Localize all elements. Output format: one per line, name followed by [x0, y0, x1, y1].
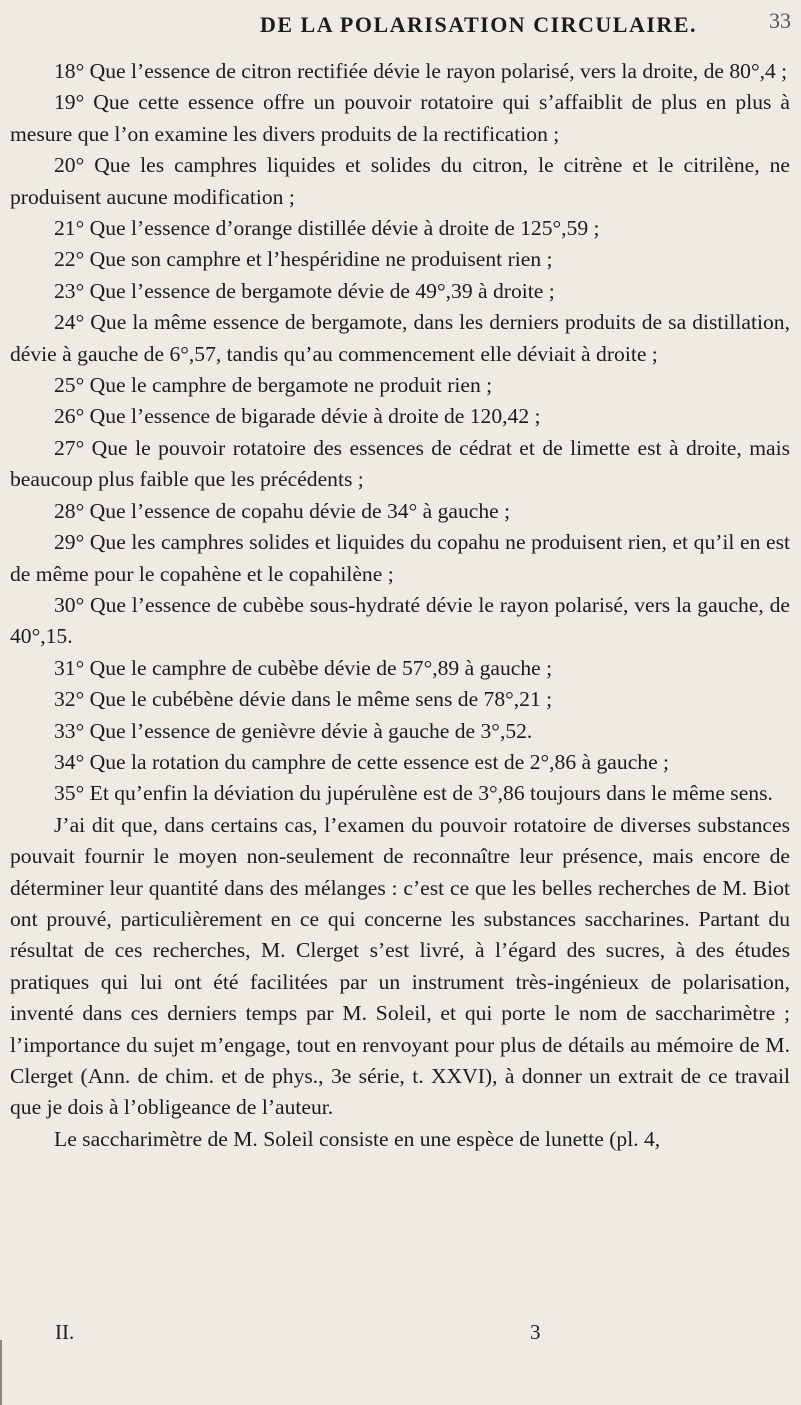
paragraph-21: 21° Que l’essence d’orange distillée dévie à droite de 125°,59 ;	[54, 216, 600, 241]
paragraph-27: 27° Que le pouvoir rotatoire des essences de cédrat et de limette est à droite, mais beaucoup plus faible que les précédents ;	[10, 435, 790, 492]
page-edge-line	[0, 1340, 2, 1405]
paragraph-18: 18° Que l’essence de citron rectifiée dévie le rayon polarisé, vers la droite, de 80°,4 ;	[54, 59, 788, 83]
paragraph-23: 23° Que l’essence de bergamote dévie de 49°,39 à droite ;	[54, 278, 555, 303]
paragraph-saccharimeter: Le saccharimètre de M. Soleil consiste en une espèce de lunette (pl. 4,	[54, 1126, 661, 1151]
paragraph-30: 30° Que l’essence de cubèbe sous-hydraté dévie le rayon polarisé, vers la gauche, de 40°,15.	[10, 592, 790, 649]
paragraph-19: 19° Que cette essence offre un pouvoir rotatoire qui s’affaiblit de plus en plus à mesure que l’on examine les divers produits de la rectification ;	[10, 90, 790, 146]
paragraph-26: 26° Que l’essence de bigarade dévie à droite de 120,42 ;	[54, 404, 541, 429]
running-title: DE LA POLARISATION CIRCULAIRE.	[260, 12, 697, 37]
paragraph-saccharimetry: J’ai dit que, dans certains cas, l’examen du pouvoir rotatoire de diverses substances pouvait fournir le moyen non-seulement de reconnaître leur présence, mais encore de déterminer leur quantité dans des mélanges : c’est ce que les belles recherches de M. Biot ont prouvé, particulièrement en ce qui concerne les substances saccharines. Partant du résultat de ces recherches, M. Clerget s’est livré, à l’égard des sucres, à des études pratiques qui lui ont été facilitées par un instrument très-ingénieux de polarisation, inventé dans ces derniers temps par M. Soleil, et qui porte le nom de saccharimètre ; l’importance du sujet m’engage, tout en renvoyant pour plus de détails au mémoire de M. Clerget (Ann. de chim. et de phys., 3e série, t. XXVI), à donner un extrait de ce travail que je dois à l’obligeance de l’auteur.	[10, 812, 790, 1120]
paragraph-29: 29° Que les camphres solides et liquides du copahu ne produisent rien, et qu’il en est de même pour le copahène et le copahilène ;	[10, 530, 790, 586]
paragraph-20: 20° Que les camphres liquides et solides du citron, le citrène et le citrilène, ne produisent aucune modification ;	[10, 153, 790, 209]
paragraph-35: 35° Et qu’enfin la déviation du jupérulène est de 3°,86 toujours dans le même sens.	[54, 781, 773, 806]
page-footer	[0, 1320, 801, 1360]
page-number: 33	[769, 8, 791, 33]
paragraph-32: 32° Que le cubébène dévie dans le même sens de 78°,21 ;	[54, 687, 553, 712]
signature-mark: II.	[55, 1320, 75, 1344]
page-header	[0, 4, 801, 44]
sheet-number: 3	[530, 1320, 541, 1344]
paragraph-28: 28° Que l’essence de copahu dévie de 34° à gauche ;	[54, 498, 511, 523]
paragraph-25: 25° Que le camphre de bergamote ne produit rien ;	[54, 373, 493, 398]
body-text	[10, 56, 790, 1155]
paragraph-24: 24° Que la même essence de bergamote, dans les derniers produits de sa distillation, dévie à gauche de 6°,57, tandis qu’au commencement elle déviait à droite ;	[10, 310, 790, 366]
paragraph-31: 31° Que le camphre de cubèbe dévie de 57°,89 à gauche ;	[54, 655, 553, 680]
paragraph-34: 34° Que la rotation du camphre de cette essence est de 2°,86 à gauche ;	[54, 749, 670, 774]
paragraph-22: 22° Que son camphre et l’hespéridine ne produisent rien ;	[54, 247, 553, 272]
paragraph-33: 33° Que l’essence de genièvre dévie à gauche de 3°,52.	[54, 718, 533, 743]
